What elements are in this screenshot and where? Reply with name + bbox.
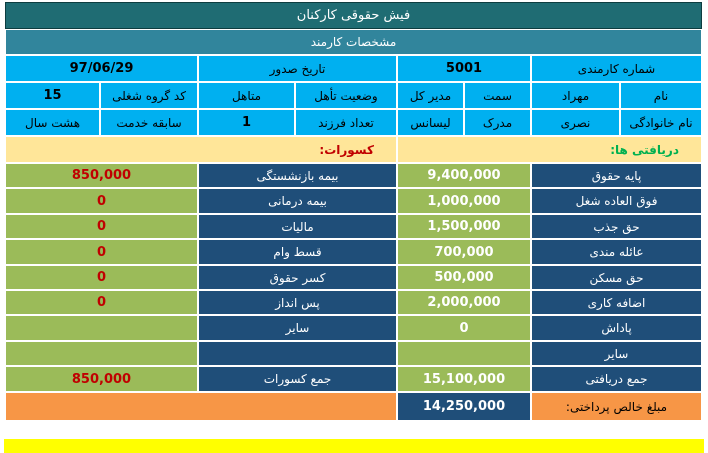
- deductions-total-label: جمع کسورات: [198, 366, 397, 392]
- deduction-value[interactable]: 850,000: [5, 163, 198, 188]
- earning-value[interactable]: 9,400,000: [397, 163, 531, 188]
- deduction-value[interactable]: 0: [5, 265, 198, 290]
- payslip-title: فیش حقوقی کارکنان: [5, 2, 702, 29]
- net-pay-spacer: [5, 392, 397, 421]
- earning-value[interactable]: 0: [397, 315, 531, 341]
- deduction-label: بیمه بازنشستگی: [198, 163, 397, 188]
- section-title: مشخصات کارمند: [5, 29, 702, 55]
- earning-label: عائله مندی: [531, 239, 702, 265]
- deduction-value[interactable]: [5, 341, 198, 366]
- earning-value[interactable]: 1,000,000: [397, 188, 531, 214]
- name-value[interactable]: مهراد: [531, 82, 620, 109]
- earning-value[interactable]: 700,000: [397, 239, 531, 265]
- deductions-header: کسورات:: [5, 136, 397, 163]
- deduction-label: سایر: [198, 315, 397, 341]
- deduction-label: قسط وام: [198, 239, 397, 265]
- earning-value[interactable]: 500,000: [397, 265, 531, 290]
- service-value[interactable]: هشت سال: [5, 109, 100, 136]
- bottom-yellow-bar: [4, 439, 704, 453]
- deductions-total-value[interactable]: 850,000: [5, 366, 198, 392]
- issue-date-value[interactable]: 97/06/29: [5, 55, 198, 82]
- earning-label: پایه حقوق: [531, 163, 702, 188]
- earnings-header: دریافتی ها:: [397, 136, 702, 163]
- name-label: نام: [620, 82, 702, 109]
- position-value[interactable]: مدیر کل: [397, 82, 464, 109]
- earning-label: اضافه کاری: [531, 290, 702, 315]
- deduction-value[interactable]: 0: [5, 239, 198, 265]
- deduction-label: بیمه درمانی: [198, 188, 397, 214]
- earning-label: سایر: [531, 341, 702, 366]
- deduction-value[interactable]: 0: [5, 214, 198, 239]
- children-label: تعداد فرزند: [295, 109, 397, 136]
- earning-label: حق جذب: [531, 214, 702, 239]
- marital-value[interactable]: متاهل: [198, 82, 295, 109]
- earning-label: پاداش: [531, 315, 702, 341]
- emp-no-value[interactable]: 5001: [397, 55, 531, 82]
- earning-label: فوق العاده شغل: [531, 188, 702, 214]
- deduction-value[interactable]: [5, 315, 198, 341]
- job-group-value[interactable]: 15: [5, 82, 100, 109]
- deduction-label: مالیات: [198, 214, 397, 239]
- issue-date-label: تاریخ صدور: [198, 55, 397, 82]
- position-label: سمت: [464, 82, 531, 109]
- earning-value[interactable]: 1,500,000: [397, 214, 531, 239]
- deduction-label: کسر حقوق: [198, 265, 397, 290]
- degree-label: مدرک: [464, 109, 531, 136]
- children-value[interactable]: 1: [198, 109, 295, 136]
- earning-value[interactable]: [397, 341, 531, 366]
- deduction-value[interactable]: 0: [5, 188, 198, 214]
- net-pay-value[interactable]: 14,250,000: [397, 392, 531, 421]
- earnings-total-value[interactable]: 15,100,000: [397, 366, 531, 392]
- net-pay-label: مبلغ خالص پرداختی:: [531, 392, 702, 421]
- earning-value[interactable]: 2,000,000: [397, 290, 531, 315]
- deduction-value[interactable]: 0: [5, 290, 198, 315]
- family-name-label: نام خانوادگی: [620, 109, 702, 136]
- service-label: سابقه خدمت: [100, 109, 198, 136]
- earnings-total-label: جمع دریافتی: [531, 366, 702, 392]
- deduction-label: پس انداز: [198, 290, 397, 315]
- family-name-value[interactable]: نصری: [531, 109, 620, 136]
- degree-value[interactable]: لیسانس: [397, 109, 464, 136]
- emp-no-label: شماره کارمندی: [531, 55, 702, 82]
- marital-label: وضعیت تأهل: [295, 82, 397, 109]
- deduction-label: [198, 341, 397, 366]
- earning-label: حق مسکن: [531, 265, 702, 290]
- job-group-label: کد گروه شغلی: [100, 82, 198, 109]
